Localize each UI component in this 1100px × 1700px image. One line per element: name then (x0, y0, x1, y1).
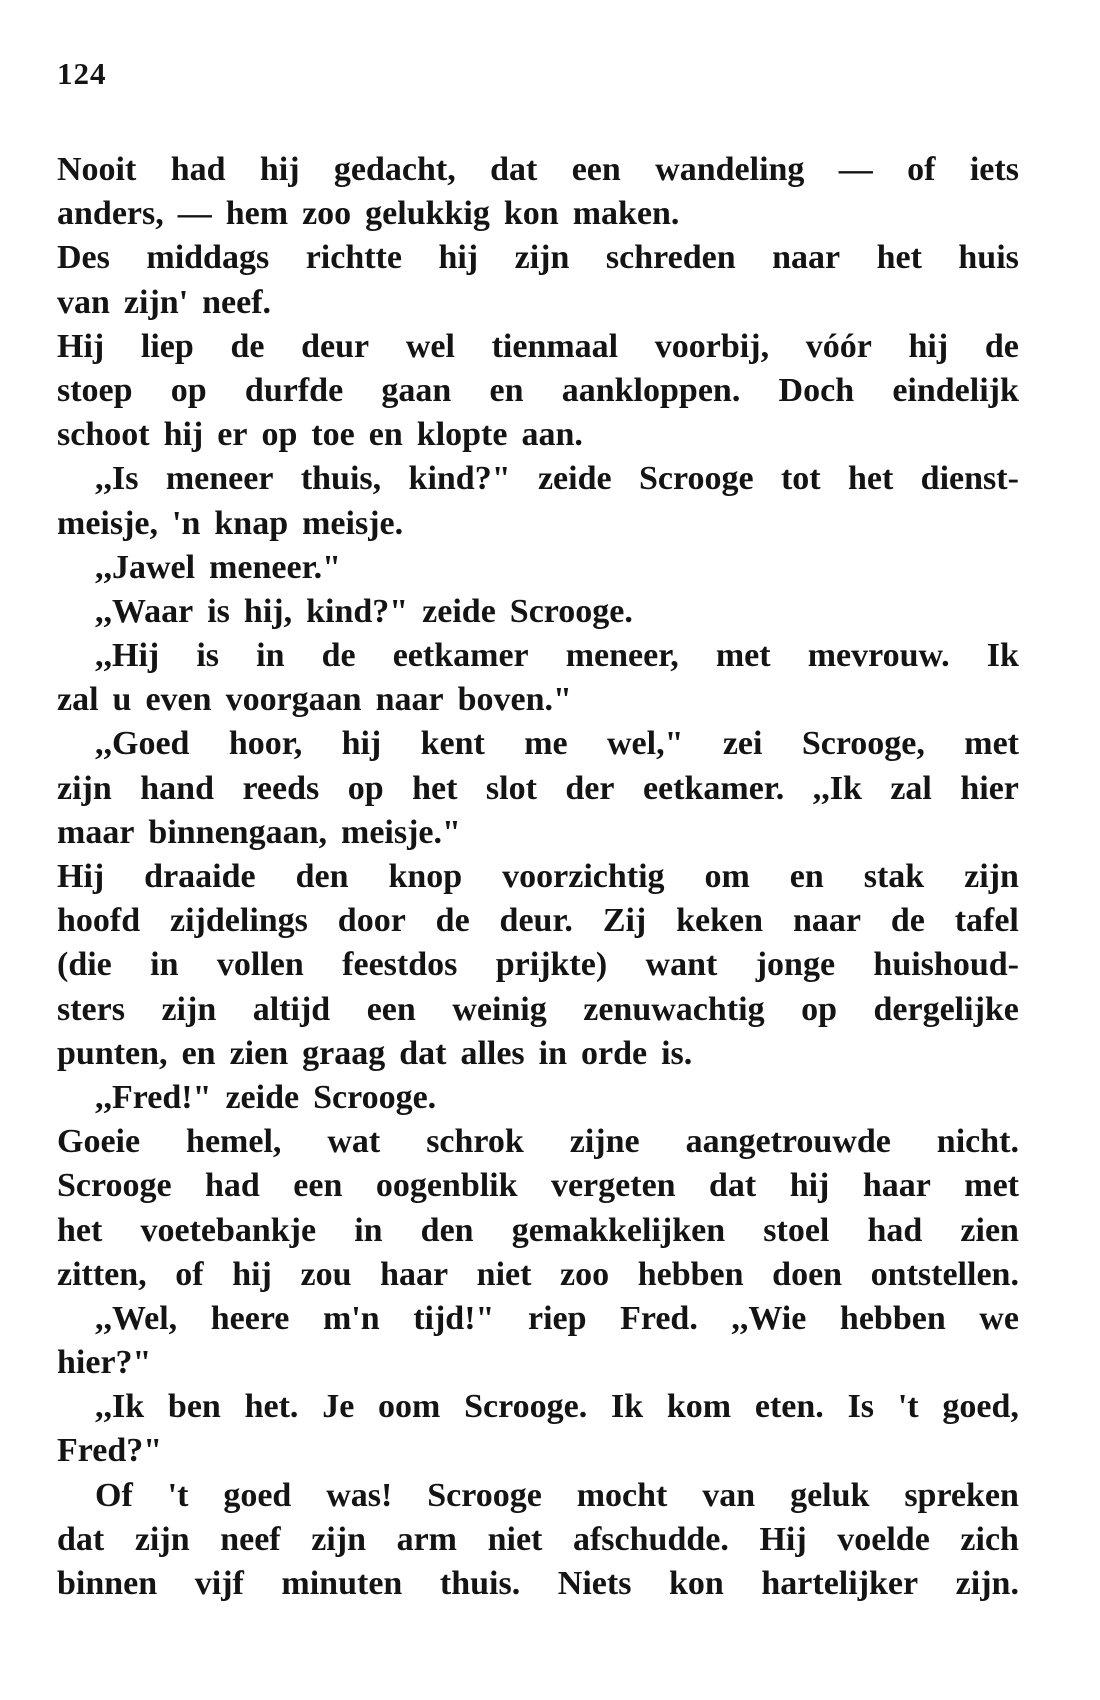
text-line: ,,Jawel meneer." (95, 548, 341, 586)
text-line: Of 't goed was! Scrooge mocht van geluk spreken (95, 1476, 1019, 1514)
text-line: van zijn' neef. (57, 283, 272, 321)
body-text (57, 148, 1019, 1606)
text-line: het voetebankje in den gemakkelijken stoel had zien (57, 1211, 1019, 1249)
text-line: ,,Hij is in de eetkamer meneer, met mevrouw. Ik (95, 637, 1019, 675)
text-line: Scrooge had een oogenblik vergeten dat hij haar met (57, 1167, 1019, 1205)
text-line: zitten, of hij zou haar niet zoo hebben doen ontstellen. (57, 1255, 1019, 1293)
text-line: sters zijn altijd een weinig zenuwachtig op dergelijke (57, 990, 1019, 1028)
text-line: Nooit had hij gedacht, dat een wandeling — of iets (57, 151, 1019, 188)
text-line: ,,Ik ben het. Je oom Scrooge. Ik kom eten. Is 't goed, (95, 1388, 1019, 1426)
text-line: maar binnengaan, meisje." (57, 813, 461, 851)
text-line: stoep op durfde gaan en aankloppen. Doch eindelijk (57, 371, 1019, 409)
text-line: Goeie hemel, wat schrok zijne aangetrouwde nicht. (57, 1123, 1019, 1161)
text-line: Des middags richtte hij zijn schreden naar het huis (57, 239, 1019, 277)
text-line: binnen vijf minuten thuis. Niets kon hartelijker zijn. (57, 1565, 1019, 1602)
text-line: hier?" (57, 1344, 152, 1382)
text-line: zal u even voorgaan naar boven." (57, 681, 572, 719)
text-line: meisje, 'n knap meisje. (57, 504, 404, 542)
text-line: Fred?" (57, 1432, 163, 1470)
text-line: ,,Waar is hij, kind?" zeide Scrooge. (95, 592, 633, 630)
page-number: 124 (57, 56, 107, 91)
text-line: ,,Goed hoor, hij kent me wel," zei Scrooge, met (95, 725, 1019, 763)
text-line: (die in vollen feestdos prijkte) want jonge huishoud- (57, 946, 1019, 984)
text-line: Hij draaide den knop voorzichtig om en stak zijn (57, 858, 1019, 895)
text-line: punten, en zien graag dat alles in orde is. (57, 1034, 693, 1072)
text-line: hoofd zijdelings door de deur. Zij keken naar de tafel (57, 902, 1019, 940)
text-line: Hij liep de deur wel tienmaal voorbij, vóór hij de (57, 327, 1019, 365)
text-line: ,,Is meneer thuis, kind?" zeide Scrooge tot het dienst- (95, 460, 1019, 498)
text-line: dat zijn neef zijn arm niet afschudde. Hij voelde zich (57, 1520, 1019, 1558)
text-line: anders, — hem zoo gelukkig kon maken. (57, 195, 680, 233)
text-line: schoot hij er op toe en klopte aan. (57, 416, 583, 454)
text-line: ,,Wel, heere m'n tijd!" riep Fred. ,,Wie hebben we (95, 1299, 1019, 1337)
text-line: ,,Fred!" zeide Scrooge. (95, 1078, 437, 1116)
text-line: zijn hand reeds op het slot der eetkamer. ,,Ik zal hier (57, 769, 1019, 807)
